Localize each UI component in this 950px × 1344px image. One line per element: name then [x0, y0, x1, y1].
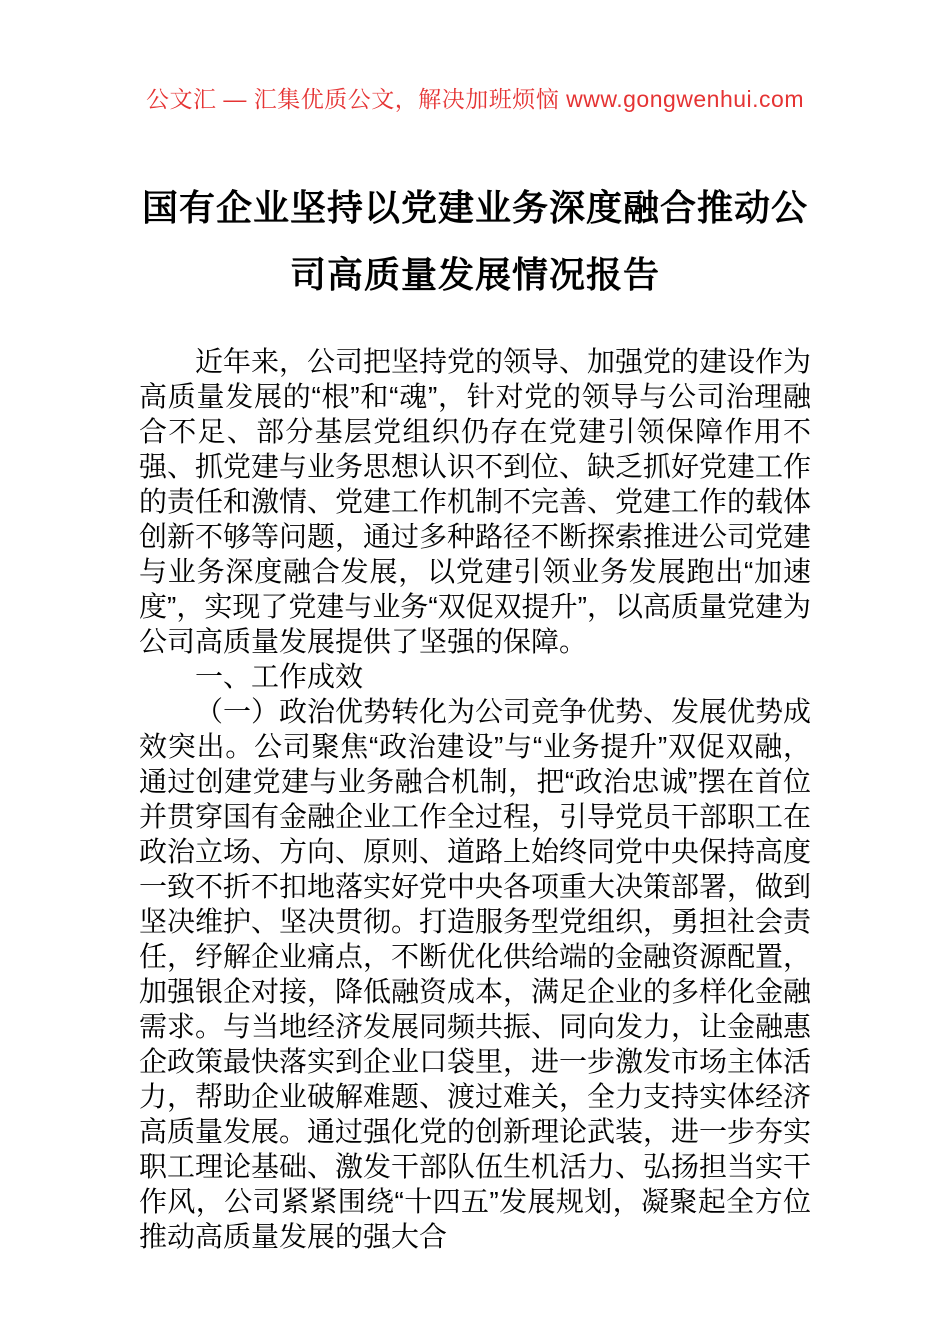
document-title-line-2: 司高质量发展情况报告 [289, 254, 660, 295]
paragraph-section-one: （一）政治优势转化为公司竞争优势、发展优势成效突出。公司聚焦“政治建设”与“业务提升”双促双融，通过创建党建与业务融合机制，把“政治忠诚”摆在首位并贯穿国有金融企业工作全过程，引导党员干部职工在政治立场、方向、原则、道路上始终同党中央保持高度一致不折不扣地落实好党中央各项重大决策部署，做到坚决维护、坚决贯彻。打造服务型党组织，勇担社会责任，纾解企业痛点，不断优化供给端的金融资源配置，加强银企对接，降低融资成本，满足企业的多样化金融需求。与当地经济发展同频共振、同向发力，让金融惠企政策最快落实到企业口袋里，进一步激发市场主体活力，帮助企业破解难题、渡过难关，全力支持实体经济高质量发展。通过强化党的创新理论武装，进一步夯实职工理论基础、激发干部队伍生机活力、弘扬担当实干作风，公司紧紧围绕“十四五”发展规划，凝聚起全方位推动高质量发展的强大合 [139, 696, 812, 1252]
document-title [0, 174, 950, 308]
document-title-line-1: 国有企业坚持以党建业务深度融合推动公 [141, 187, 808, 228]
section-heading-work-results: 一、工作成效 [195, 661, 364, 692]
paragraph-intro: 近年来，公司把坚持党的领导、加强党的建设作为高质量发展的“根”和“魂”，针对党的领导与公司治理融合不足、部分基层党组织仍存在党建引领保障作用不强、抓党建与业务思想认识不到位、缺乏抓好党建工作的责任和激情、党建工作机制不完善、党建工作的载体创新不够等问题，通过多种路径不断探索推进公司党建与业务深度融合发展，以党建引领业务发展跑出“加速度”，实现了党建与业务“双促双提升”，以高质量党建为公司高质量发展提供了坚强的保障。 [139, 346, 812, 657]
document-body [139, 344, 811, 1254]
site-watermark-header: 公文汇 — 汇集优质公文，解决加班烦恼 www.gongwenhui.com [145, 86, 804, 112]
